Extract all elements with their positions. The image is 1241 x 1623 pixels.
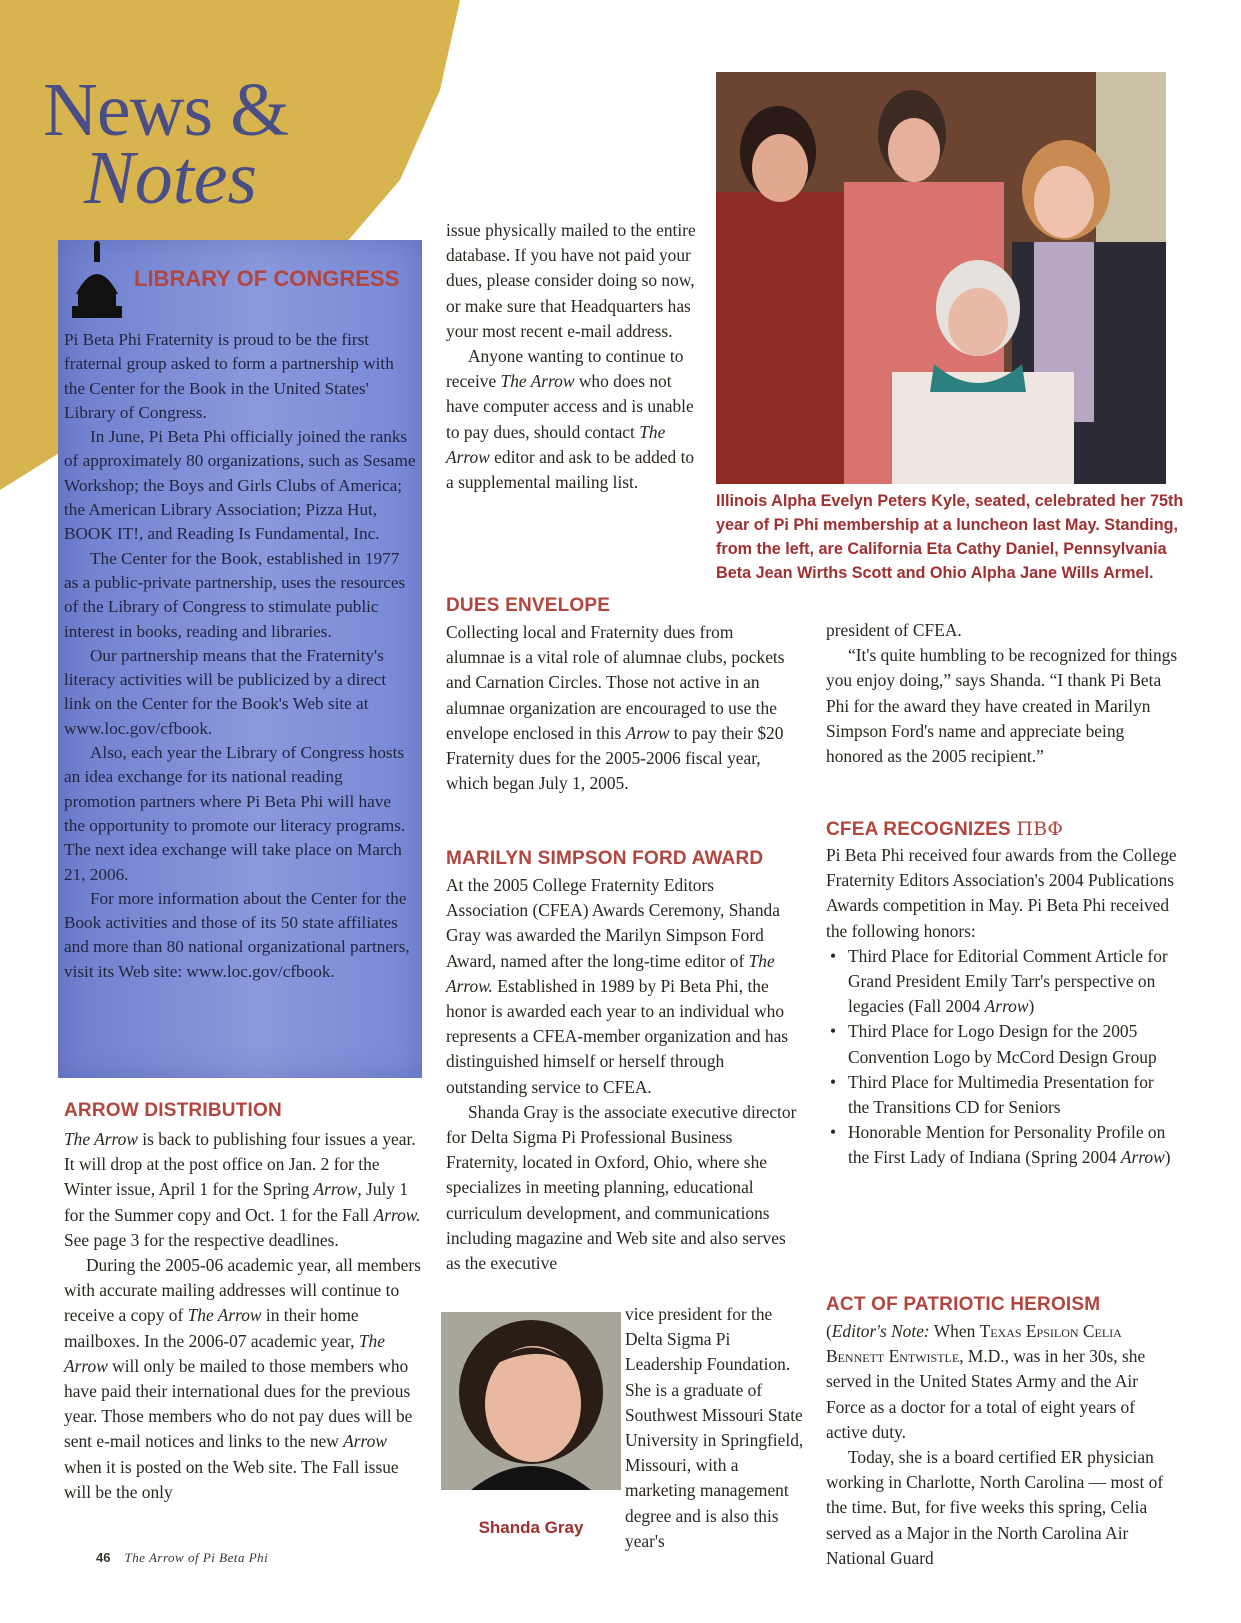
cfea-heading: CFEA RECOGNIZES ΠΒΦ: [826, 818, 1064, 840]
publication-name: The Arrow of Pi Beta Phi: [124, 1550, 269, 1565]
ford-award-continued: [826, 618, 1178, 769]
list-item: • Third Place for Multimedia Presentation for the Transitions CD for Seniors: [848, 1070, 1178, 1120]
capitol-dome-icon: [62, 240, 132, 318]
continued-paragraph: Anyone wanting to continue to receive The Arrow who does not have computer access and is unable to pay dues, should contact The Arrow editor and ask to be added to a supplemental mailing list.: [446, 346, 695, 493]
sidebar-paragraph: For more information about the Center for the Book activities and those of its 50 state affiliates and more than 80 national organizational partners, visit its Web site: www.loc.gov/cfbook.: [64, 888, 410, 981]
list-item: • Third Place for Logo Design for the 2005 Convention Logo by McCord Design Group: [848, 1019, 1178, 1069]
heroism-note: (Editor's Note: When Texas Epsilon Celia Bennett Entwistle, M.D., was in her 30s, she served in the United States Army and the Air Force as a doctor for a total of eight years of active duty.: [826, 1321, 1146, 1442]
sidebar-paragraph: Our partnership means that the Fraternity's literacy activities will be publicized by a direct link on the Center for the Book's Web site at www.loc.gov/cfbook.: [64, 645, 387, 738]
section-title-news: News &: [43, 68, 289, 152]
sidebar-heading: LIBRARY OF CONGRESS: [134, 266, 400, 291]
sidebar-paragraph: In June, Pi Beta Phi officially joined the ranks of approximately 80 organizations, such as Sesame Workshop; the Boys and Girls Clubs of America; the American Library Association; Pizza Hut, BOOK IT!, and Reading Is Fundamental, Inc.: [64, 427, 416, 544]
photo-caption: Illinois Alpha Evelyn Peters Kyle, seated, celebrated her 75th year of Pi Phi membership at a luncheon last May. Standing, from the left, are California Eta Cathy Daniel, Pennsylvania Beta Jean Wirths Scott and Ohio Alpha Jane Wills Armel.: [716, 492, 1184, 582]
arrow-distribution-paragraph: The Arrow is back to publishing four issues a year. It will drop at the post office on Jan. 2 for the Winter issue, April 1 for the Spring Arrow, July 1 for the Summer copy and Oct. 1 for the Fall Arrow. See page 3 for the respective deadlines.: [64, 1129, 421, 1250]
luncheon-group-photo: [716, 72, 1166, 484]
heroism-paragraph: Today, she is a board certified ER physician working in Charlotte, North Carolina — most of the time. But, for five weeks this spring, Celia served as a Major in the North Carolina Air National Guard: [826, 1447, 1164, 1568]
list-item: • Third Place for Editorial Comment Article for Grand President Emily Tarr's perspective on legacies (Fall 2004 Arrow): [848, 944, 1178, 1020]
section-title-notes: Notes: [84, 136, 258, 220]
continued-paragraph: issue physically mailed to the entire database. If you have not paid your dues, please consider doing so now, or make sure that Headquarters has your most recent e-mail address.: [446, 220, 696, 341]
heroism-body: [826, 1319, 1178, 1571]
dues-envelope-heading: DUES ENVELOPE: [446, 595, 611, 616]
continued-paragraph: president of CFEA.: [826, 620, 962, 640]
cfea-body: [826, 843, 1178, 1171]
ford-award-body: [446, 873, 798, 1276]
heroism-heading: ACT OF PATRIOTIC HEROISM: [826, 1294, 1101, 1315]
sidebar-body: [64, 328, 416, 984]
ford-award-paragraph: At the 2005 College Fraternity Editors Association (CFEA) Awards Ceremony, Shanda Gray was awarded the Marilyn Simpson Ford Award, named after the long-time editor of The Arrow. Established in 1989 by Pi Beta Phi, the honor is awarded each year to an individual who represents a CFEA-member organization and has distinguished himself or herself through outstanding service to CFEA.: [446, 875, 789, 1097]
arrow-distribution-body: [64, 1127, 424, 1505]
sidebar-paragraph: The Center for the Book, established in 1977 as a public-private partnership, uses the resources of the Library of Congress to stimulate public interest in books, reading and libraries.: [64, 548, 406, 641]
page-footer: [96, 1550, 268, 1566]
arrow-distribution-continued: [446, 218, 696, 495]
cfea-intro: Pi Beta Phi received four awards from the College Fraternity Editors Association's 2004 Publications Awards competition in May. Pi Beta Phi received the following honors:: [826, 845, 1177, 941]
dues-paragraph: Collecting local and Fraternity dues from alumnae is a vital role of alumnae clubs, pockets and Carnation Circles. Those not active in an alumnae organization are encouraged to use the envelope enclosed in this Arrow to pay their $20 Fraternity dues for the 2005-2006 fiscal year, which began July 1, 2005.: [446, 622, 785, 794]
ford-award-wrap-text: [625, 1302, 805, 1554]
ford-award-heading: MARILYN SIMPSON FORD AWARD: [446, 848, 764, 869]
ford-award-paragraph: Shanda Gray is the associate executive director for Delta Sigma Pi Professional Business Fraternity, located in Oxford, Ohio, where she specializes in meeting planning, educational curriculum development, and communications including magazine and Web site and also serves as the executive: [446, 1101, 797, 1274]
ford-award-wrap-paragraph: vice president for the Delta Sigma Pi Leadership Foundation. She is a graduate of Southwest Missouri State University in Springfield, Missouri, with a marketing management degree and is also this year's: [625, 1304, 804, 1551]
honors-list: [826, 944, 1178, 1171]
arrow-distribution-paragraph: During the 2005-06 academic year, all members with accurate mailing addresses will continue to receive a copy of The Arrow in their home mailboxes. In the 2006-07 academic year, The Arrow will only be mailed to those members who have paid their international dues for the previous year. Those members who do not pay dues will be sent e-mail notices and links to the new Arrow when it is posted on the Web site. The Fall issue will be the only: [64, 1255, 421, 1502]
portrait-caption: Shanda Gray: [478, 1518, 584, 1537]
quote-paragraph: “It's quite humbling to be recognized for things you enjoy doing,” says Shanda. “I thank Pi Beta Phi for the award they have created in Marilyn Simpson Ford's name and appreciate being honored as the 2005 recipient.”: [826, 645, 1178, 767]
page-number: 46: [96, 1550, 111, 1565]
dues-envelope-body: [446, 620, 796, 796]
list-item: • Honorable Mention for Personality Profile on the First Lady of Indiana (Spring 2004 Arrow): [848, 1120, 1178, 1170]
shanda-gray-portrait: [441, 1312, 621, 1490]
sidebar-paragraph: Also, each year the Library of Congress hosts an idea exchange for its national reading promotion partners where Pi Beta Phi will have the opportunity to promote our literacy programs. The next idea exchange will take place on March 21, 2006.: [64, 743, 406, 884]
arrow-distribution-heading: ARROW DISTRIBUTION: [64, 1100, 282, 1121]
sidebar-paragraph: Pi Beta Phi Fraternity is proud to be the first fraternal group asked to form a partnership with the Center for the Book in the United States' Library of Congress.: [64, 330, 394, 422]
